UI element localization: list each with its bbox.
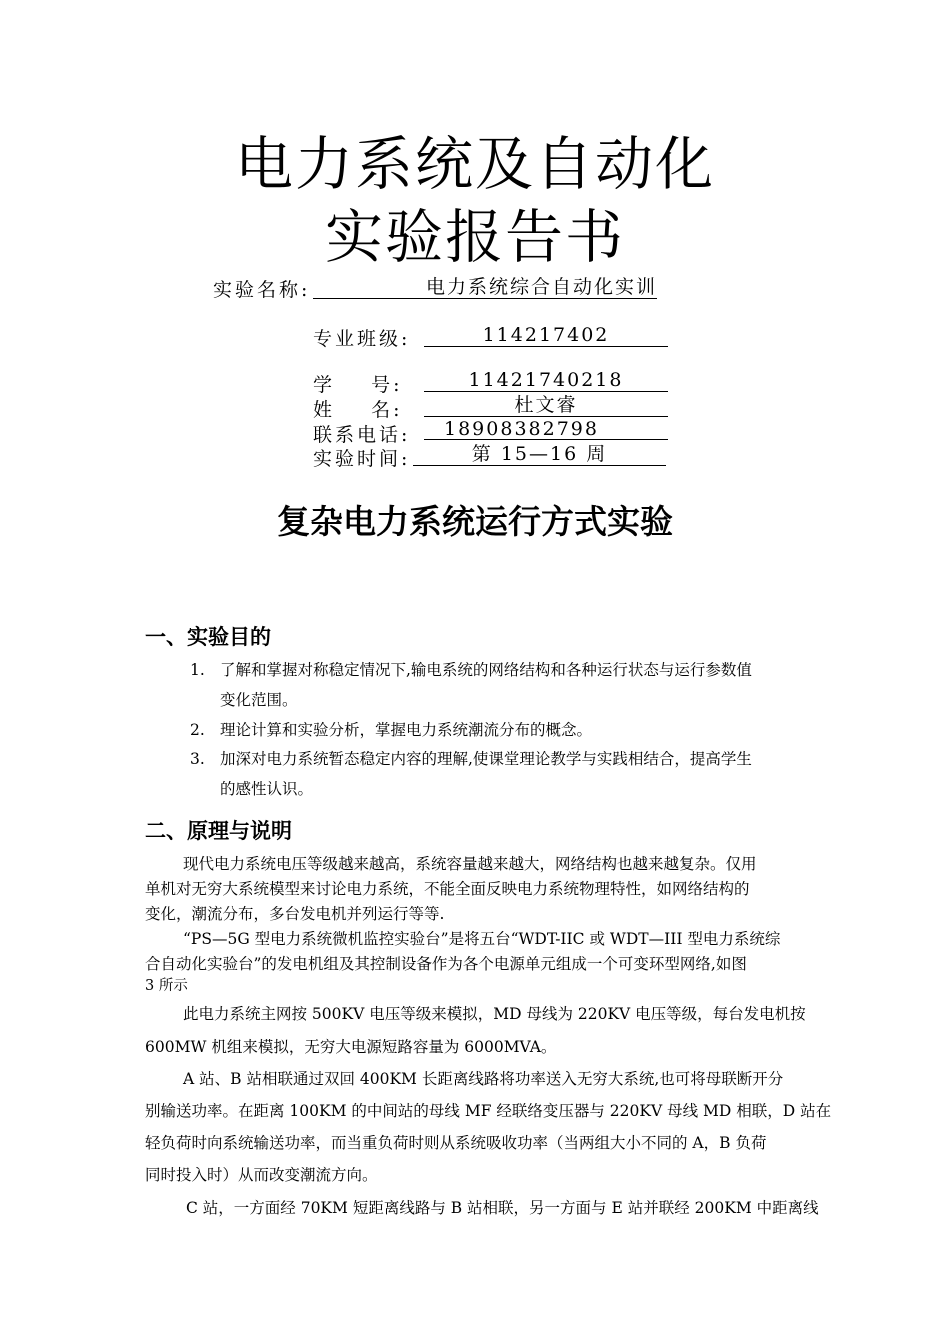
list-item-number: 3. (190, 750, 205, 768)
paragraph-line: 别输送功率。在距离 100KM 的中间站的母线 MF 经联络变压器与 220KV 母线 MD 相联，D 站在 (145, 1102, 832, 1120)
experiment-time-value: 第 15—16 周 (413, 443, 666, 466)
paragraph-line: 现代电力系统电压等级越来越高，系统容量越来越大，网络结构也越来越复杂。仅用 (183, 855, 757, 873)
section-objectives-heading: 一、实验目的 (145, 625, 271, 649)
list-item-number: 2. (190, 721, 205, 739)
paragraph-line: 轻负荷时向系统输送功率，而当重负荷时则从系统吸收功率（当两组大小不同的 A，B 负荷 (145, 1134, 767, 1152)
experiment-name-value: 电力系统综合自动化实训 (313, 276, 657, 299)
list-item (0, 715, 950, 745)
paragraph-line: 600MW 机组来模拟，无穷大电源短路容量为 6000MVA。 (145, 1038, 557, 1056)
section-principles-heading: 二、原理与说明 (145, 819, 292, 843)
paragraph-line: 合自动化实验台”的发电机组及其控制设备作为各个电源单元组成一个可变环型网络,如图 (145, 955, 747, 973)
list-item-text: 了解和掌握对称稳定情况下,输电系统的网络结构和各种运行状态与运行参数值 (220, 661, 752, 679)
phone-value: 18908382798 (424, 418, 668, 440)
class-label: 专业班级: (313, 328, 411, 350)
list-item (0, 655, 950, 715)
report-title-line1: 电力系统及自动化 (234, 130, 715, 198)
student-id-value: 11421740218 (424, 369, 668, 392)
report-title-line2: 实验报告书 (324, 203, 625, 271)
paragraph-line: C 站，一方面经 70KM 短距离线路与 B 站相联，另一方面与 E 站并联经 200KM 中距离线 (186, 1199, 819, 1217)
experiment-name-label: 实验名称: (213, 279, 311, 301)
list-item-text: 加深对电力系统暂态稳定内容的理解,使课堂理论教学与实践相结合，提高学生 (220, 750, 752, 768)
paragraph-line: A 站、B 站相联通过双回 400KM 长距离线路将功率送入无穷大系统,也可将母联断开分 (183, 1070, 784, 1088)
name-value: 杜文睿 (424, 394, 668, 417)
paragraph-line: 3 所示 (145, 978, 188, 994)
class-value: 114217402 (424, 324, 668, 347)
paragraph-line: “PS—5G 型电力系统微机监控实验台”是将五台“WDT-IIC 或 WDT—III 型电力系统综 (183, 930, 781, 948)
phone-label: 联系电话: (313, 424, 411, 446)
list-item-text-continued: 的感性认识。 (220, 780, 314, 798)
list-item (0, 744, 950, 804)
list-item-text-continued: 变化范围。 (220, 691, 298, 709)
paragraph-line: 同时投入时）从而改变潮流方向。 (145, 1166, 378, 1184)
list-item-number: 1. (190, 661, 205, 679)
experiment-subtitle: 复杂电力系统运行方式实验 (277, 502, 673, 541)
name-label: 姓 名: (313, 399, 403, 421)
paragraph-line: 变化，潮流分布，多台发电机并列运行等等. (145, 905, 445, 923)
student-id-label: 学 号: (313, 374, 403, 396)
paragraph-line: 此电力系统主网按 500KV 电压等级来模拟，MD 母线为 220KV 电压等级，每台发电机按 (183, 1005, 806, 1023)
experiment-time-label: 实验时间: (313, 448, 411, 470)
paragraph-line: 单机对无穷大系统模型来讨论电力系统，不能全面反映电力系统物理特性，如网络结构的 (145, 880, 750, 898)
list-item-text: 理论计算和实验分析，掌握电力系统潮流分布的概念。 (220, 721, 593, 739)
